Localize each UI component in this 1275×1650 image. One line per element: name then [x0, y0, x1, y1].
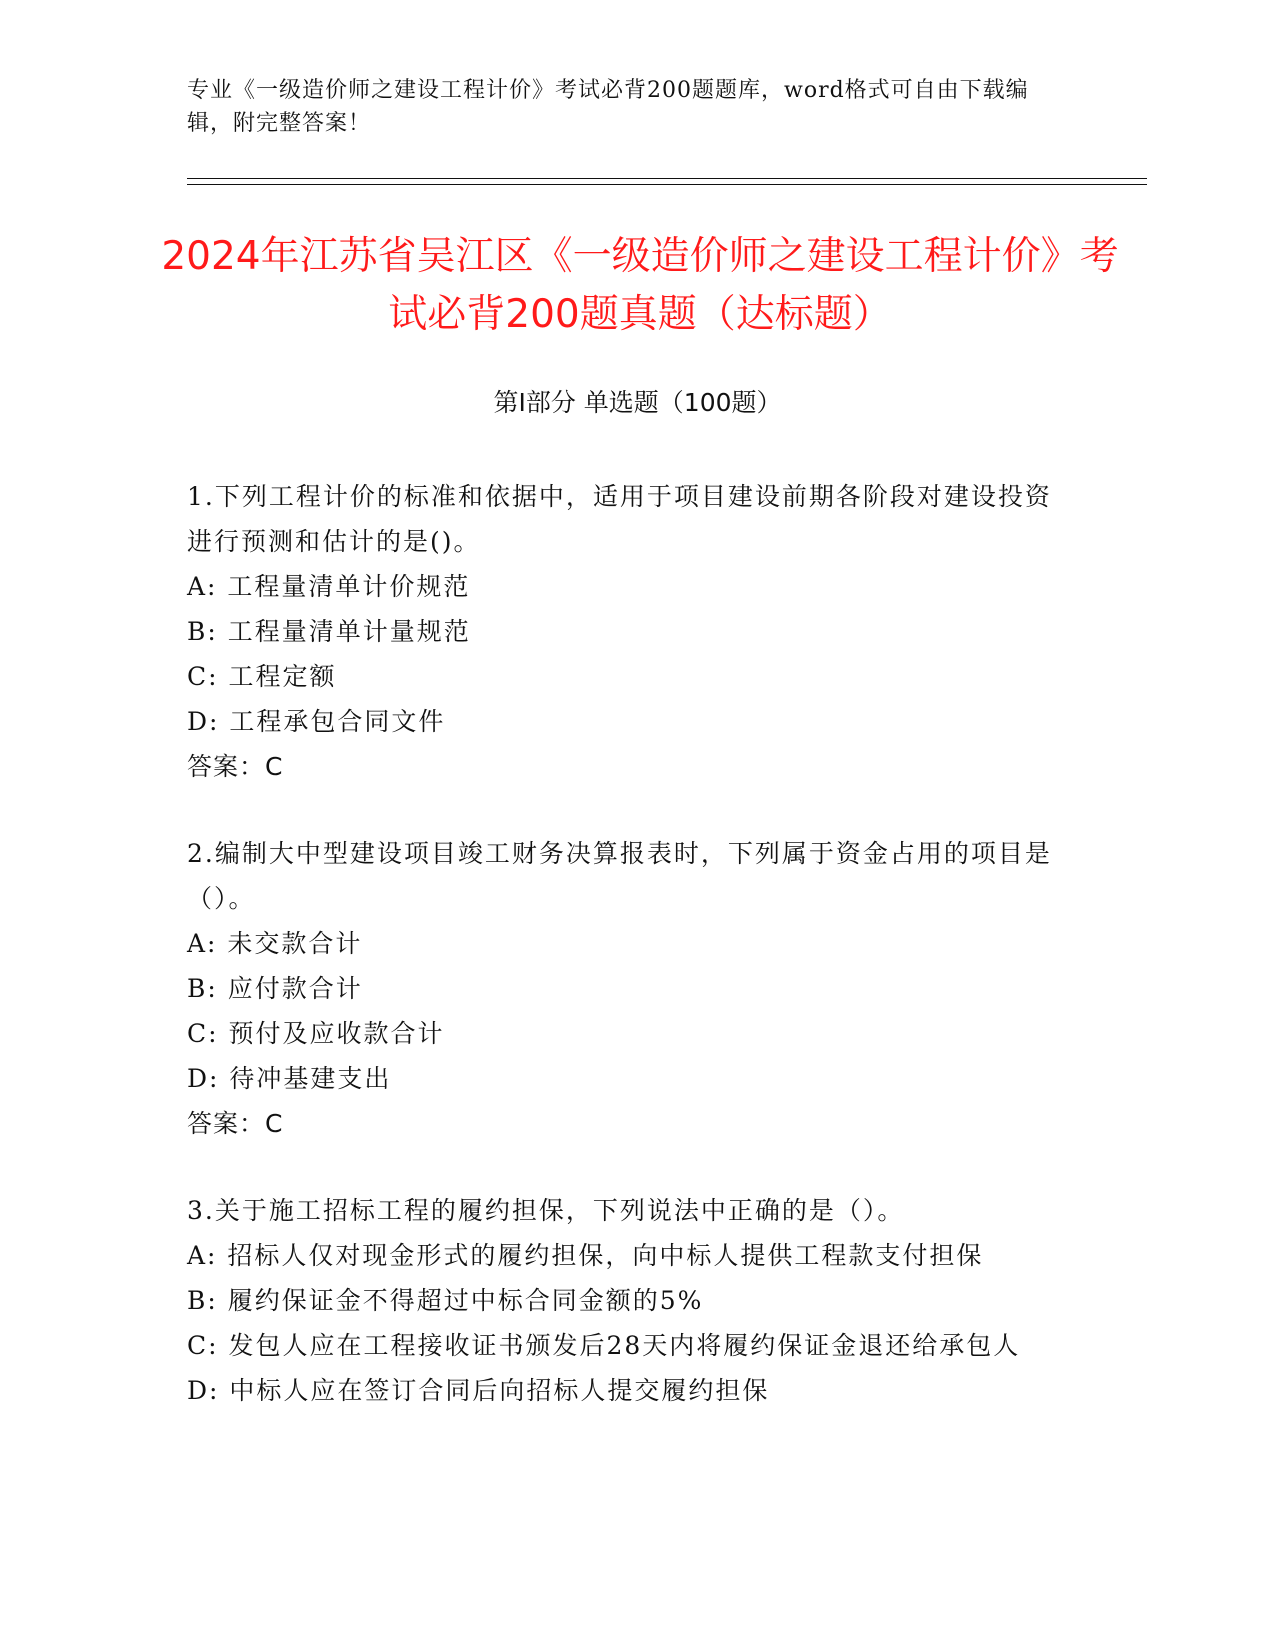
option-c: C: 预付及应收款合计 [187, 1019, 445, 1048]
question-stem: 2.编制大中型建设项目竣工财务决算报表时，下列属于资金占用的项目是（）。 [187, 839, 1052, 913]
option-d: D: 中标人应在签订合同后向招标人提交履约担保 [187, 1376, 770, 1405]
option-d: D: 待冲基建支出 [187, 1064, 392, 1093]
document-title: 2024年江苏省吴江区《一级造价师之建设工程计价》考试必背200题真题（达标题） [161, 234, 1119, 337]
answer: 答案：C [187, 752, 284, 781]
question-stem: 3.关于施工招标工程的履约担保，下列说法中正确的是（）。 [187, 1196, 905, 1225]
option-c: C: 发包人应在工程接收证书颁发后28天内将履约保证金退还给承包人 [187, 1331, 1021, 1360]
header-note: 专业《一级造价师之建设工程计价》考试必背200题题库，word格式可自由下载编辑，附完整答案！ [187, 78, 1029, 136]
section-title: 第I部分 单选题（100题） [493, 388, 782, 417]
option-d: D: 工程承包合同文件 [187, 707, 446, 736]
answer: 答案：C [187, 1109, 284, 1138]
option-a: A: 未交款合计 [187, 929, 363, 958]
option-b: B: 履约保证金不得超过中标合同金额的5% [187, 1286, 704, 1315]
question-1 [187, 474, 1067, 789]
question-3 [187, 1188, 1067, 1413]
header-rule-bottom [187, 184, 1147, 185]
option-b: B: 工程量清单计量规范 [187, 617, 471, 646]
question-stem: 1.下列工程计价的标准和依据中，适用于项目建设前期各阶段对建设投资进行预测和估计的是()。 [187, 482, 1052, 556]
option-b: B: 应付款合计 [187, 974, 363, 1003]
option-c: C: 工程定额 [187, 662, 337, 691]
option-a: A: 招标人仅对现金形式的履约担保，向中标人提供工程款支付担保 [187, 1241, 984, 1270]
header-rule-top [187, 178, 1147, 179]
question-list [187, 474, 1067, 1455]
question-2 [187, 831, 1067, 1146]
option-a: A: 工程量清单计价规范 [187, 572, 471, 601]
